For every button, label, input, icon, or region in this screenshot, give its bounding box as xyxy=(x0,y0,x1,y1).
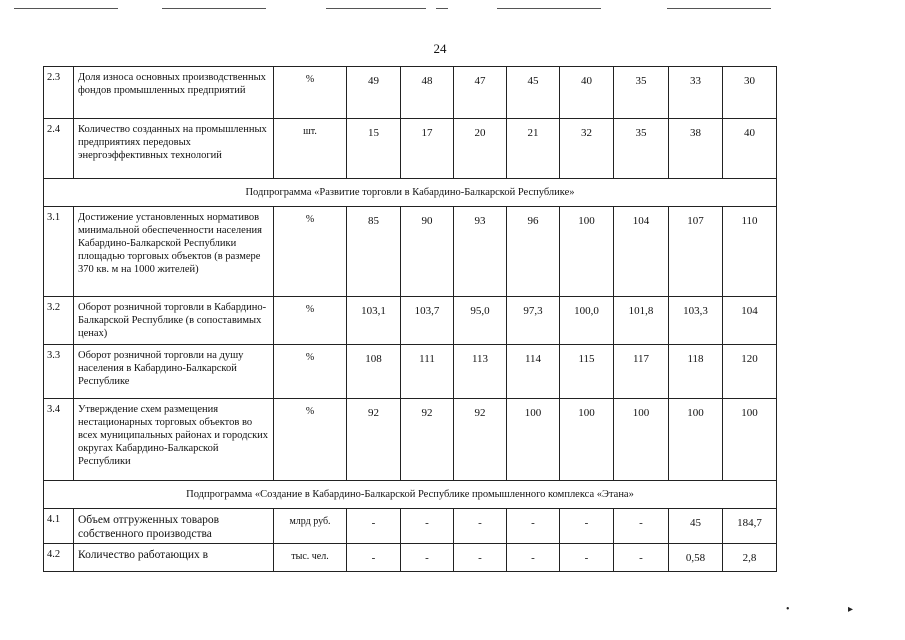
indicator-value: 35 xyxy=(614,67,669,119)
indicator-value: - xyxy=(454,544,507,572)
indicator-value: 92 xyxy=(347,399,401,481)
indicator-value: 118 xyxy=(669,345,723,399)
indicator-value: 20 xyxy=(454,119,507,179)
indicator-value: 101,8 xyxy=(614,297,669,345)
unit-of-measure: % xyxy=(274,67,347,119)
indicator-value: - xyxy=(347,509,401,544)
unit-of-measure: тыс. чел. xyxy=(274,544,347,572)
indicator-value: 120 xyxy=(723,345,777,399)
indicators-table xyxy=(43,66,777,572)
indicator-value: 104 xyxy=(723,297,777,345)
indicator-value: 93 xyxy=(454,207,507,297)
indicator-row xyxy=(44,297,777,345)
indicator-value: - xyxy=(401,544,454,572)
subprogram-row xyxy=(44,481,777,509)
indicator-value: - xyxy=(507,544,560,572)
row-number: 3.2 xyxy=(44,297,74,345)
unit-of-measure: млрд руб. xyxy=(274,509,347,544)
top-rule-6 xyxy=(667,8,771,9)
indicator-name: Оборот розничной торговли в Кабардино-Балкарской Республике (в сопоставимых ценах) xyxy=(74,297,274,345)
indicator-value: 110 xyxy=(723,207,777,297)
indicator-value: 49 xyxy=(347,67,401,119)
indicator-value: 21 xyxy=(507,119,560,179)
indicator-value: 103,3 xyxy=(669,297,723,345)
indicator-value: 45 xyxy=(669,509,723,544)
indicator-value: 85 xyxy=(347,207,401,297)
row-number: 3.1 xyxy=(44,207,74,297)
indicator-value: 35 xyxy=(614,119,669,179)
indicator-value: 100 xyxy=(669,399,723,481)
indicator-row xyxy=(44,509,777,544)
indicator-value: 100 xyxy=(614,399,669,481)
top-rule-4 xyxy=(436,8,448,9)
indicator-value: 100 xyxy=(723,399,777,481)
indicator-value: 97,3 xyxy=(507,297,560,345)
indicator-name: Количество созданных на промышленных предприятиях передовых энергоэффективных технологий xyxy=(74,119,274,179)
indicator-value: 92 xyxy=(401,399,454,481)
row-number: 2.3 xyxy=(44,67,74,119)
indicator-value: 95,0 xyxy=(454,297,507,345)
indicator-value: 0,58 xyxy=(669,544,723,572)
indicator-value: 33 xyxy=(669,67,723,119)
row-number: 2.4 xyxy=(44,119,74,179)
row-number: 4.2 xyxy=(44,544,74,572)
indicator-value: 48 xyxy=(401,67,454,119)
indicator-value: 117 xyxy=(614,345,669,399)
indicator-value: 45 xyxy=(507,67,560,119)
indicator-row xyxy=(44,207,777,297)
indicator-row xyxy=(44,399,777,481)
indicator-value: 111 xyxy=(401,345,454,399)
top-rule-5 xyxy=(497,8,601,9)
indicator-value: - xyxy=(614,544,669,572)
indicator-value: 100,0 xyxy=(560,297,614,345)
indicator-row xyxy=(44,544,777,572)
indicator-value: 17 xyxy=(401,119,454,179)
indicator-value: 113 xyxy=(454,345,507,399)
row-number: 3.3 xyxy=(44,345,74,399)
unit-of-measure: % xyxy=(274,399,347,481)
top-rule-1 xyxy=(14,8,118,9)
indicator-row xyxy=(44,119,777,179)
subprogram-title: Подпрограмма «Создание в Кабардино-Балкарской Республике промышленного комплекса «Этана» xyxy=(44,481,777,509)
indicator-value: 103,7 xyxy=(401,297,454,345)
indicator-value: 96 xyxy=(507,207,560,297)
unit-of-measure: % xyxy=(274,345,347,399)
indicator-value: - xyxy=(560,544,614,572)
indicator-name: Объем отгруженных товаров собственного производства xyxy=(74,509,274,544)
indicator-name: Оборот розничной торговли на душу населения в Кабардино-Балкарской Республике xyxy=(74,345,274,399)
corner-marks: • ▸ xyxy=(785,604,881,615)
indicator-value: - xyxy=(614,509,669,544)
indicator-value: 92 xyxy=(454,399,507,481)
page-number: 24 xyxy=(433,41,447,56)
indicator-row xyxy=(44,345,777,399)
indicator-value: - xyxy=(507,509,560,544)
indicator-value: 38 xyxy=(669,119,723,179)
indicator-value: 115 xyxy=(560,345,614,399)
indicator-value: 47 xyxy=(454,67,507,119)
indicator-value: 2,8 xyxy=(723,544,777,572)
subprogram-title: Подпрограмма «Развитие торговли в Кабардино-Балкарской Республике» xyxy=(44,179,777,207)
indicator-value: 15 xyxy=(347,119,401,179)
indicator-value: - xyxy=(347,544,401,572)
top-rule-2 xyxy=(162,8,266,9)
indicator-value: - xyxy=(454,509,507,544)
indicator-name: Утверждение схем размещения нестационарных торговых объектов во всех муниципальных районах и городских округах Кабардино-Балкарской Республики xyxy=(74,399,274,481)
subprogram-row xyxy=(44,179,777,207)
indicator-value: 100 xyxy=(560,207,614,297)
top-rule-3 xyxy=(326,8,426,9)
indicator-value: - xyxy=(560,509,614,544)
indicator-value: 104 xyxy=(614,207,669,297)
indicator-value: 108 xyxy=(347,345,401,399)
indicator-value: 30 xyxy=(723,67,777,119)
unit-of-measure: шт. xyxy=(274,119,347,179)
indicator-value: 40 xyxy=(723,119,777,179)
indicator-value: 114 xyxy=(507,345,560,399)
indicator-name: Достижение установленных нормативов минимальной обеспеченности населения Кабардино-Балкарской Республики площадью торговых объектов (в размере 370 кв. м на 1000 жителей) xyxy=(74,207,274,297)
indicator-name: Количество работающих в xyxy=(74,544,274,572)
unit-of-measure: % xyxy=(274,297,347,345)
indicator-value: 100 xyxy=(507,399,560,481)
row-number: 4.1 xyxy=(44,509,74,544)
indicator-value: 90 xyxy=(401,207,454,297)
indicator-value: - xyxy=(401,509,454,544)
indicator-value: 32 xyxy=(560,119,614,179)
indicator-row xyxy=(44,67,777,119)
indicator-value: 184,7 xyxy=(723,509,777,544)
indicator-value: 100 xyxy=(560,399,614,481)
row-number: 3.4 xyxy=(44,399,74,481)
indicator-name: Доля износа основных производственных фондов промышленных предприятий xyxy=(74,67,274,119)
indicator-value: 40 xyxy=(560,67,614,119)
unit-of-measure: % xyxy=(274,207,347,297)
indicator-value: 103,1 xyxy=(347,297,401,345)
indicator-value: 107 xyxy=(669,207,723,297)
